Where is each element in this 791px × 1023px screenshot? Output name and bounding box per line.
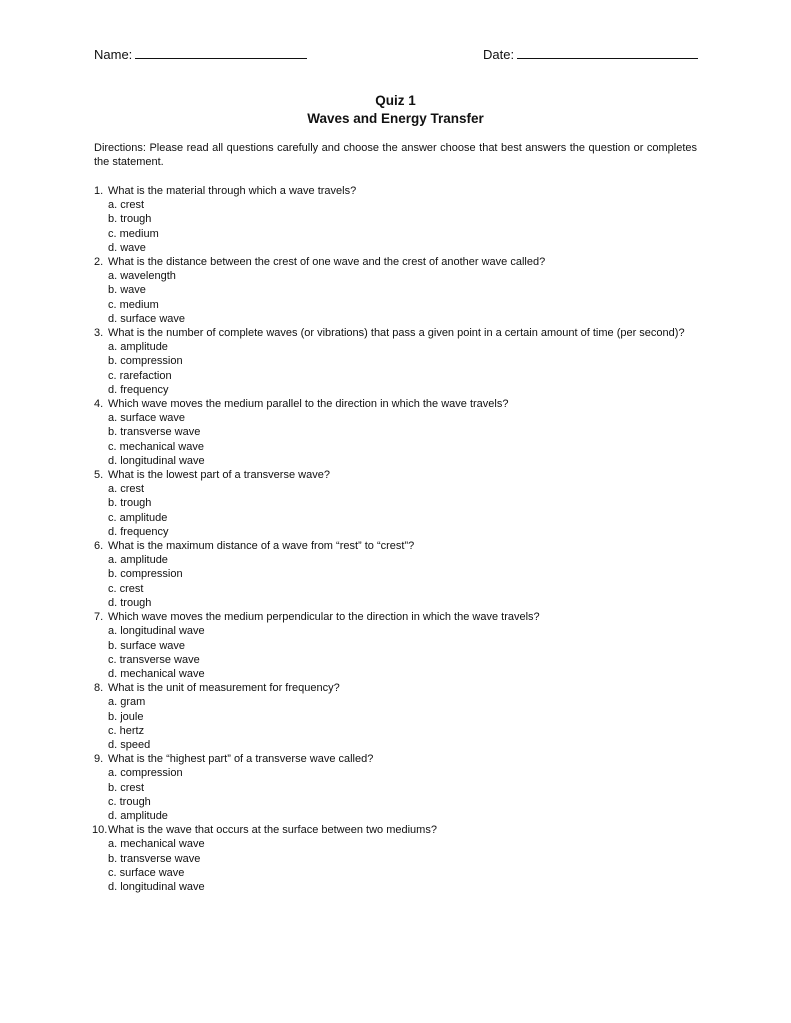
- question-item: [94, 539, 697, 610]
- question-text: What is the unit of measurement for frequency?: [108, 682, 340, 695]
- answer-choice: d. frequency: [108, 383, 169, 396]
- quiz-title-topic: Waves and Energy Transfer: [307, 111, 484, 126]
- answer-choice: c. crest: [108, 582, 144, 595]
- question-list: [94, 184, 697, 894]
- date-field: [483, 46, 698, 63]
- question-item: [94, 255, 697, 326]
- answer-choices: [108, 269, 697, 326]
- answer-choice: c. rarefaction: [108, 369, 172, 382]
- answer-choices: [108, 695, 697, 752]
- answer-choice: d. speed: [108, 738, 151, 751]
- question-text: What is the maximum distance of a wave from “rest” to “crest”?: [108, 540, 415, 553]
- answer-choice: d. wave: [108, 241, 146, 254]
- question-number: 9.: [94, 753, 104, 766]
- question-text: What is the number of complete waves (or vibrations) that pass a given point in a certain amount of time (per second)?: [108, 327, 685, 340]
- answer-choice: a. amplitude: [108, 341, 168, 354]
- answer-choice: c. medium: [108, 298, 159, 311]
- answer-choice: d. frequency: [108, 525, 169, 538]
- answer-choice: b. joule: [108, 710, 144, 723]
- question-number: 5.: [94, 469, 104, 482]
- answer-choice: c. hertz: [108, 724, 145, 737]
- answer-choice: d. longitudinal wave: [108, 454, 205, 467]
- question-text: What is the distance between the crest of one wave and the crest of another wave called?: [108, 256, 546, 269]
- answer-choices: [108, 411, 697, 468]
- answer-choice: a. amplitude: [108, 554, 168, 567]
- answer-choices: [108, 766, 697, 823]
- question-text: What is the wave that occurs at the surface between two mediums?: [108, 824, 437, 837]
- answer-choice: c. amplitude: [108, 511, 168, 524]
- question-item: [94, 752, 697, 823]
- question-number: 10.: [92, 824, 108, 837]
- question-text: What is the “highest part” of a transverse wave called?: [108, 753, 374, 766]
- question-item: [94, 184, 697, 255]
- answer-choice: d. amplitude: [108, 809, 168, 822]
- answer-choice: a. wavelength: [108, 270, 176, 283]
- question-number: 3.: [94, 327, 104, 340]
- answer-choice: d. trough: [108, 596, 152, 609]
- name-field: [94, 46, 307, 63]
- question-text: Which wave moves the medium perpendicular to the direction in which the wave travels?: [108, 611, 540, 624]
- question-number: 6.: [94, 540, 104, 553]
- answer-choice: b. transverse wave: [108, 426, 201, 439]
- date-label: Date:: [483, 47, 515, 62]
- answer-choice: c. trough: [108, 795, 151, 808]
- answer-choices: [108, 837, 697, 894]
- directions-paragraph: Directions: Please read all questions carefully and choose the answer choose that best answers the question or completes the statement.: [94, 142, 697, 169]
- answer-choice: c. medium: [108, 227, 159, 240]
- question-item: [94, 468, 697, 539]
- question-item: [94, 681, 697, 752]
- answer-choice: b. trough: [108, 213, 152, 226]
- question-text: What is the material through which a wave travels?: [108, 185, 357, 197]
- quiz-title-number: Quiz 1: [375, 93, 416, 108]
- answer-choice: b. trough: [108, 497, 152, 510]
- question-number: 4.: [94, 398, 104, 411]
- question-text: What is the lowest part of a transverse wave?: [108, 469, 330, 482]
- question-text: Which wave moves the medium parallel to the direction in which the wave travels?: [108, 398, 509, 411]
- answer-choices: [108, 198, 697, 255]
- answer-choice: a. crest: [108, 199, 145, 212]
- answer-choice: b. surface wave: [108, 639, 186, 652]
- date-blank-line: [517, 46, 698, 59]
- question-item: [94, 397, 697, 468]
- question-number: 8.: [94, 682, 104, 695]
- answer-choice: c. surface wave: [108, 866, 185, 879]
- answer-choices: [108, 624, 697, 681]
- answer-choice: a. gram: [108, 696, 146, 709]
- answer-choice: c. transverse wave: [108, 653, 200, 666]
- answer-choices: [108, 553, 697, 610]
- answer-choice: d. mechanical wave: [108, 667, 205, 680]
- name-label: Name:: [94, 47, 133, 62]
- answer-choice: d. surface wave: [108, 312, 186, 325]
- answer-choice: a. mechanical wave: [108, 838, 205, 851]
- answer-choice: c. mechanical wave: [108, 440, 204, 453]
- answer-choice: b. wave: [108, 284, 146, 297]
- answer-choice: b. transverse wave: [108, 852, 201, 865]
- answer-choice: a. compression: [108, 767, 183, 780]
- answer-choice: b. compression: [108, 355, 183, 368]
- question-number: 1.: [94, 185, 104, 197]
- answer-choice: b. crest: [108, 781, 145, 794]
- name-blank-line: [135, 46, 307, 59]
- answer-choices: [108, 340, 697, 397]
- answer-choice: a. longitudinal wave: [108, 625, 205, 638]
- answer-choice: a. surface wave: [108, 412, 186, 425]
- answer-choice: b. compression: [108, 568, 183, 581]
- answer-choices: [108, 482, 697, 539]
- question-number: 2.: [94, 256, 104, 269]
- answer-choice: a. crest: [108, 483, 145, 496]
- question-item: [94, 823, 697, 894]
- question-item: [94, 326, 697, 397]
- answer-choice: d. longitudinal wave: [108, 880, 205, 893]
- quiz-title: [0, 92, 791, 128]
- question-number: 7.: [94, 611, 104, 624]
- question-item: [94, 610, 697, 681]
